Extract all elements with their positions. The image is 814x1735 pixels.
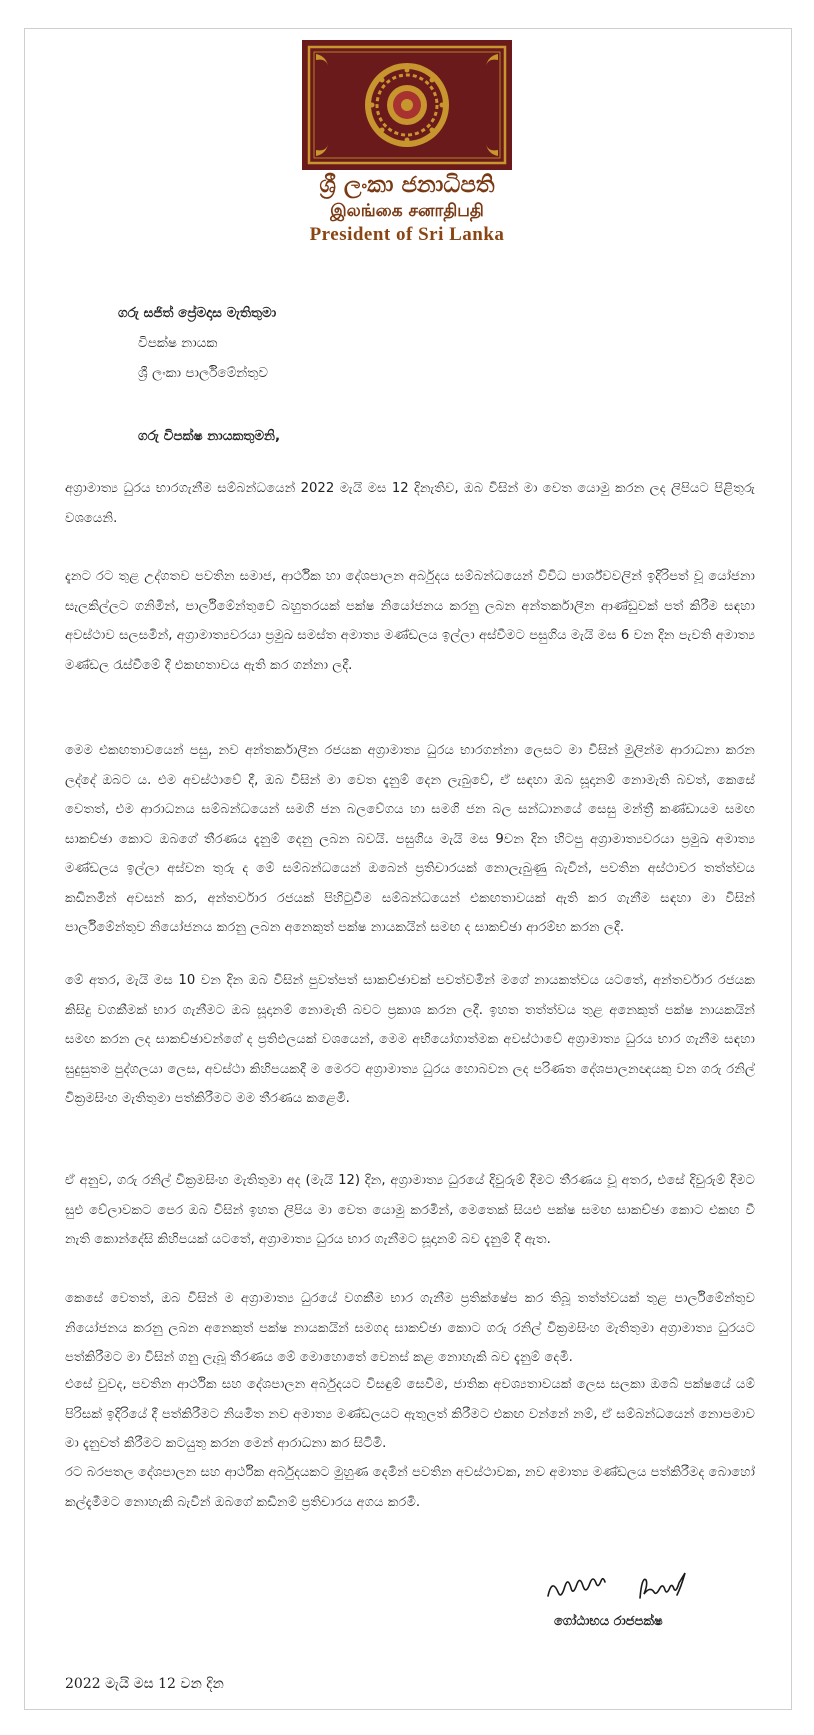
recipient-title: විපක්ෂ නායක [138, 335, 218, 351]
signatory-name: ගෝඨාභය රාජපක්ෂ [554, 1614, 663, 1629]
salutation: ගරු විපක්ෂ නායකතුමනි, [138, 428, 281, 444]
handwritten-signature [540, 1568, 740, 1608]
recipient-institution: ශ්‍රී ලංකා පාර්ලිමේන්තුව [138, 365, 268, 381]
body-paragraph: කෙසේ වෙතත්, ඔබ විසින් ම අග්‍රාමාත්‍ය ධුරයේ වගකීම භාර ගැනීම ප්‍රතික්ෂේප කර තිබූ තත්ත්වයක් තුළ පාර්ලිමේන්තුව නියෝජනය කරනු ලබන අනෙකුත් පක්ෂ නායකයින් සමගද සාකච්ඡා කොට ගරු රනිල් වික්‍රමසිංහ මැතිතුමා අග්‍රාමාත්‍ය ධුරයට පත්කිරීමට මා විසින් ගනු ලැබූ තීරණය මේ මොහොතේ වෙනස් කළ නොහැකි බව දැනුම් දෙමි. [65, 1291, 755, 1365]
presidential-emblem-icon [302, 40, 512, 170]
body-paragraph: එසේ වුවද, පවතින ආර්ථික සහ දේශපාලන අර්බුදයට විසඳුම් සෙවීම, ජාතික අවශ්‍යතාවයක් ලෙස සලකා ඔබේ පක්ෂයේ යම් පිරිසක් ඉදිරියේ දී පත්කිරීමට නියමිත නව අමාත්‍ය මණ්ඩලයට ඇතුලත් කිරීමට එකඟ වන්නේ නම්, ඒ සම්බන්ධයෙන් නොපමාව මා දැනුවත් කිරීමට කටයුතු කරන මෙන් ආරාධනා කර සිටිමි. [65, 1377, 755, 1451]
letterhead-tamil: இலங்கை சனாதிபதி [330, 201, 484, 221]
recipient-name: ගරු සජිත් ප්‍රේමදාස මැතිතුමා [118, 305, 277, 321]
body-paragraph: ඒ අනුව, ගරු රනිල් වික්‍රමසිංහ මැතිතුමා අද (මැයි 12) දින, අග්‍රාමාත්‍ය ධුරයේ දිවුරුම් දීමට තීරණය වූ අතර, එසේ දිවුරුම් දීමට සුළු වේලාවකට පෙර ඔබ විසින් ඉහත ලිපිය මා වෙත යොමු කරමින්, මෙතෙක් සියළු පක්ෂ සමඟ සාකච්ඡා කොට එකඟ වී නැති කොන්දේසි කිහිපයක් යටතේ, අග්‍රාමාත්‍ය ධුරය භාර ගැනීමට සූදානම් බව දැනුම් දී ඇත. [65, 1173, 755, 1247]
body-paragraph: රට බරපතල දේශපාලන සහ ආර්ථික අර්බුදයකට මුහුණ දෙමින් පවතින අවස්ථාවක, නව අමාත්‍ය මණ්ඩලය පත්කිරීමද බොහෝ කල්දැමීමට නොහැකි බැවින් ඔබගේ කඩිනම් ප්‍රතිචාරය අගය කරමි. [65, 1465, 755, 1510]
letterhead-sinhala: ශ්‍රී ලංකා ජනාධිපති [319, 172, 495, 198]
letter-date: 2022 මැයි මස 12 වන දින [65, 1676, 224, 1692]
body-paragraph: මේ අතර, මැයි මස 10 වන දින ඔබ විසින් පුවත්පත් සාකච්ඡාවක් පවත්වමින් මගේ නායකත්වය යටතේ, අන්තර්වාර රජයක කිසිදු වගකීමක් භාර ගැනීමට ඔබ සූදානම් නොමැති බවට ප්‍රකාශ කරන ලදී. ඉහත තත්ත්වය තුළ අනෙකුත් පක්ෂ නායකයින් සමඟ කරන ලද සාකච්ඡාවන්ගේ ද ප්‍රතිඵලයක් වශයෙන්, මෙම අභියෝගාත්මක අවස්ථාවේ අග්‍රාමාත්‍ය ධුරය භාර ගැනීම සඳහා සුදුසුතම පුද්ගලයා ලෙස, අවස්ථා කිහිපයකදී ම මෙරට අග්‍රාමාත්‍ය ධුරය හොබවන ලද පරිණත දේශපාලනඥයකු වන ගරු රනිල් වික්‍රමසිංහ මැතිතුමා පත්කිරීමට මම තීරණය කළෙමි. [65, 973, 755, 1106]
recipient-address [118, 298, 276, 388]
letterhead-english: President of Sri Lanka [309, 224, 505, 245]
body-paragraph: දැනට රට තුළ උද්ගතව පවතින සමාජ, ආර්ථික හා දේශපාලන අර්බුදය සම්බන්ධයෙන් විවිධ පාර්ශ්වවලින් ඉදිරිපත් වූ යෝජනා සැලකිල්ලට ගනිමින්, පාර්ලිමේන්තුවේ බහුතරයක් පක්ෂ නියෝජනය කරනු ලබන අන්තර්කාලීන ආණ්ඩුවක් පත් කිරීම සඳහා අවස්ථාව සලසමින්, අග්‍රාමාත්‍යවරයා ප්‍රමුඛ සමස්ත අමාත්‍ය මණ්ඩලය ඉල්ලා අස්වීමට පසුගිය මැයි මස 6 වන දින පැවති අමාත්‍ය මණ්ඩල රැස්වීමේ දී එකඟතාවය ඇති කර ගන්නා ලදී. [65, 569, 755, 673]
body-paragraph: අග්‍රාමාත්‍ය ධුරය භාරගැනීම සම්බන්ධයෙන් 2022 මැයි මස 12 දිනැතිව, ඔබ විසින් මා වෙත යොමු කරන ලද ලිපියට පිළිතුරු වශයෙනි. [65, 481, 755, 526]
body-paragraph: මෙම එකඟතාවයෙන් පසු, නව අන්තර්කාලීන රජයක අග්‍රාමාත්‍ය ධුරය භාරගන්නා ලෙසට මා විසින් මුලින්ම ආරාධනා කරන ලද්දේ ඔබට ය. එම අවස්ථාවේ දී, ඔබ විසින් මා වෙත දැනුම් දෙන ලැබුවේ, ඒ සඳහා ඔබ සූදානම් නොමැති බවත්, කෙසේ වෙතත්, එම ආරාධනය සම්බන්ධයෙන් සමගි ජන බලවේගය හා සමගි ජන බල සන්ධානයේ සෙසු මන්ත්‍රී කණ්ඩායම සමඟ සාකච්ඡා කොට ඔබගේ තීරණය දැනුම් දෙනු ලබන බවයි. පසුගිය මැයි මස 9වන දින හිටපු අග්‍රාමාත්‍යවරයා ප්‍රමුඛ අමාත්‍ය මණ්ඩලය ඉල්ලා අස්වන තුරු ද මේ සම්බන්ධයෙන් ඔබෙන් ප්‍රතිචාරයක් නොලැබුණු බැවින්, පවතින අස්ථාවර තත්ත්වය කඩිනමින් අවසන් කර, අන්තර්වාර රජයක් පිහිටුවීම සම්බන්ධයෙන් එකඟතාවයක් ඇති කර ගැනීම සඳහා මා විසින් පාර්ලිමේන්තුව නියෝජනය කරනු ලබන අනෙකුත් පක්ෂ නායකයින් සමඟ ද සාකච්ඡා ආරම්භ කරන ලදී. [65, 743, 755, 935]
